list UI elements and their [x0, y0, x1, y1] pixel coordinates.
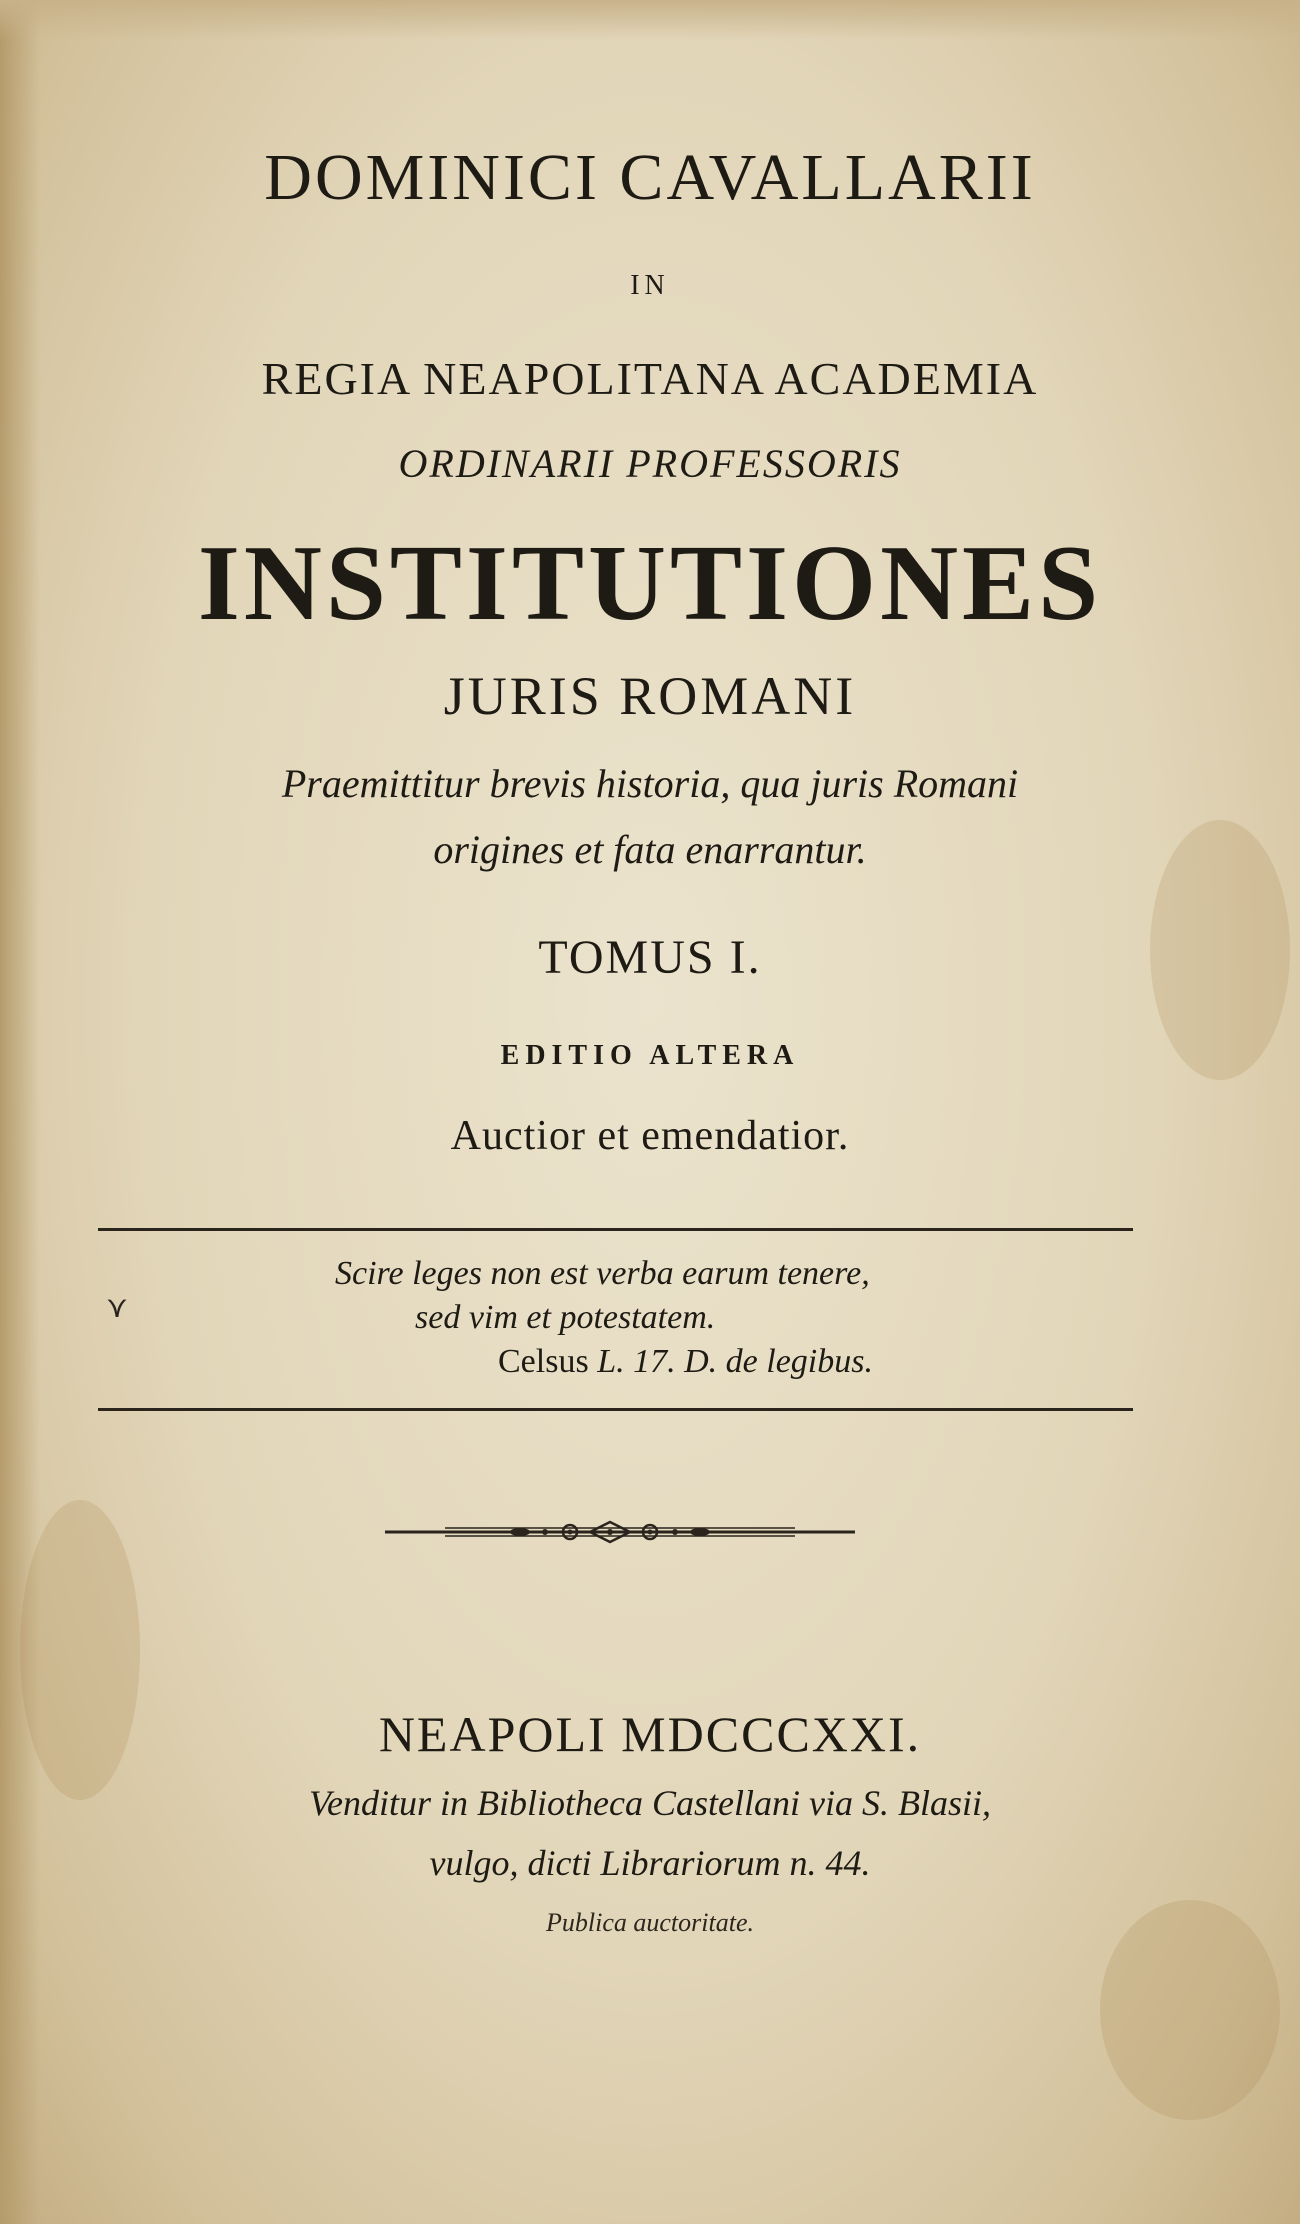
epigraph-line-2: sed vim et potestatem.	[415, 1299, 716, 1336]
publication-authority: Publica auctoritate.	[546, 1908, 754, 1937]
book-title: INSTITUTIONES	[197, 524, 1103, 643]
volume-number: TOMUS I.	[538, 931, 762, 984]
book-subtitle: JURIS ROMANI	[443, 666, 857, 726]
page-top-shadow	[0, 0, 1300, 40]
epigraph-line-1: Scire leges non est verba earum tenere,	[335, 1255, 870, 1292]
edition-note: Auctior et emendatior.	[450, 1113, 850, 1159]
epigraph-bottom-rule	[98, 1408, 1133, 1411]
edition-label: EDITIO ALTERA	[500, 1040, 800, 1071]
seller-line-1: Venditur in Bibliotheca Castellani via S. Blasii,	[309, 1783, 991, 1823]
epigraph-author: Celsus	[498, 1343, 589, 1380]
professor-title: ORDINARII PROFESSORIS	[398, 441, 902, 486]
preface-line-2: origines et fata enarrantur.	[433, 827, 867, 872]
seller-line-2: vulgo, dicti Librariorum n. 44.	[429, 1843, 871, 1883]
preposition-in: IN	[630, 270, 670, 301]
author-name: DOMINICI CAVALLARII	[264, 141, 1036, 214]
decorative-ornament-icon	[385, 1512, 855, 1552]
epigraph-citation: L. 17. D. de legibus.	[597, 1343, 873, 1380]
publication-city-year: NEAPOLI MDCCCXXI.	[378, 1706, 922, 1762]
ink-mark: ⋎	[106, 1290, 128, 1325]
preface-line-1: Praemittitur brevis historia, qua juris Romani	[281, 761, 1019, 806]
epigraph-top-rule	[98, 1228, 1133, 1231]
epigraph-attribution	[498, 1343, 873, 1381]
academy-name: REGIA NEAPOLITANA ACADEMIA	[261, 353, 1039, 404]
